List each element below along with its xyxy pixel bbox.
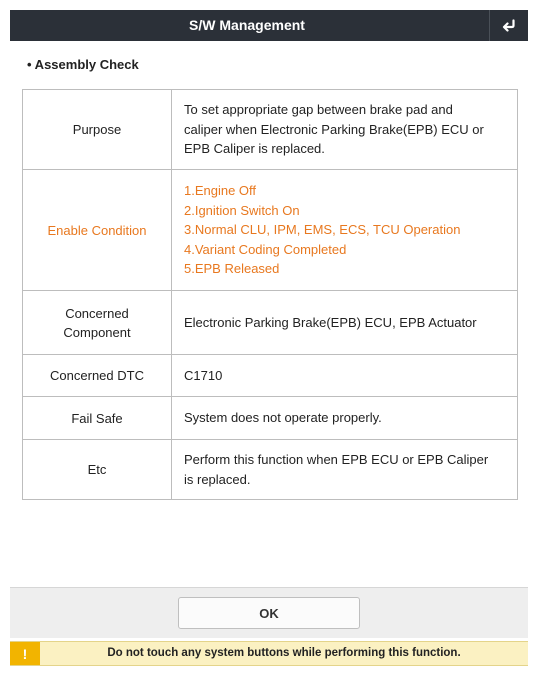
value-line: EPB Caliper is replaced. [184, 141, 325, 157]
table-row [23, 170, 518, 291]
condition-item: 1.Engine Off [184, 183, 257, 199]
section-label: • Assembly Check [27, 57, 139, 72]
condition-item: 3.Normal CLU, IPM, EMS, ECS, TCU Operation [184, 222, 461, 238]
title-bar [10, 10, 528, 41]
return-arrow-icon [501, 19, 517, 33]
warning-banner [10, 641, 528, 666]
condition-item: 5.EPB Released [184, 261, 280, 277]
row-value [172, 291, 518, 355]
row-label: Fail Safe [23, 397, 172, 440]
row-label: Concerned DTC [23, 355, 172, 397]
table-row [23, 397, 518, 440]
warning-text: Do not touch any system buttons while performing this function. [107, 647, 461, 659]
label-line: Component [63, 324, 131, 340]
value-line: System does not operate properly. [184, 410, 382, 426]
value-line: Perform this function when EPB ECU or EPB Caliper [184, 452, 489, 467]
row-label: Purpose [23, 90, 172, 170]
warning-icon: ! [10, 642, 40, 665]
row-value [172, 397, 518, 440]
row-value [172, 90, 518, 170]
condition-item: 2.Ignition Switch On [184, 202, 300, 218]
value-line: C1710 [184, 367, 223, 383]
table-row [23, 440, 518, 500]
table-row [23, 355, 518, 397]
row-value [172, 170, 518, 291]
back-button[interactable] [489, 10, 528, 41]
row-value [172, 355, 518, 397]
table-row [23, 90, 518, 170]
row-value [172, 440, 518, 500]
row-label: Etc [23, 440, 172, 500]
value-line: Electronic Parking Brake(EPB) ECU, EPB Actuator [184, 314, 477, 330]
row-label [23, 291, 172, 355]
info-table [22, 89, 518, 500]
row-label: Enable Condition [23, 170, 172, 291]
table-row [23, 291, 518, 355]
condition-item: 4.Variant Coding Completed [184, 241, 347, 257]
value-line: is replaced. [184, 471, 251, 487]
ok-button[interactable]: OK [178, 597, 360, 629]
value-line: caliper when Electronic Parking Brake(EPB) ECU or [184, 121, 484, 137]
value-line: To set appropriate gap between brake pad and [184, 102, 453, 118]
label-line: Concerned [65, 305, 129, 321]
page-title: S/W Management [189, 17, 305, 33]
